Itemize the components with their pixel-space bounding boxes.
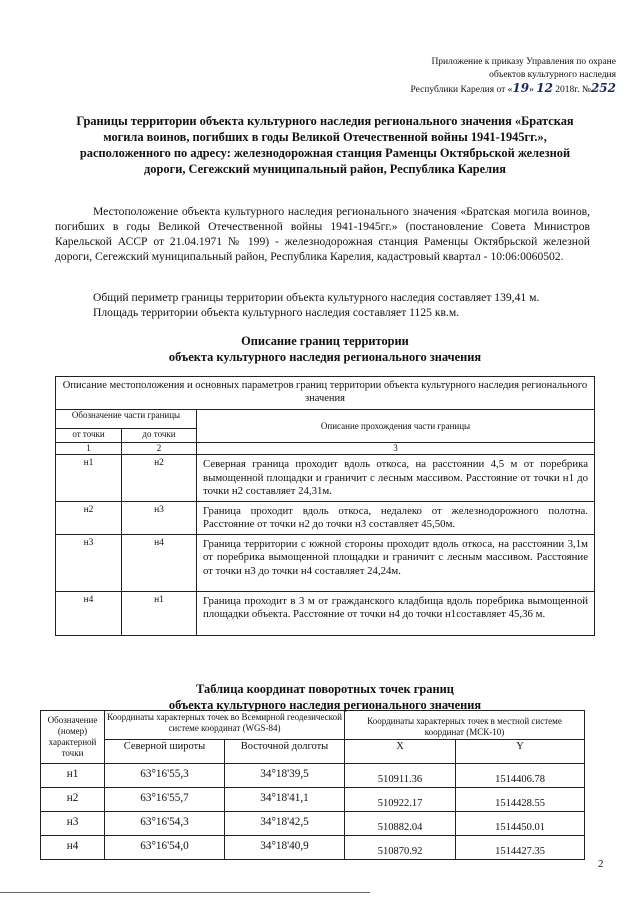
- y-coordinate: 1514450.01: [456, 812, 585, 836]
- point-id: н4: [41, 836, 105, 860]
- x-coordinate: 510882.04: [345, 812, 456, 836]
- x-coordinate: 510870.92: [345, 836, 456, 860]
- boundary-description: Северная граница проходит вдоль откоса, на расстоянии 4,5 м от поребрика вымощенной площадки и граничит с лесным массивом. Расстояние от точки н1 до точки н2 составляет 24,31м.: [197, 455, 595, 502]
- from-point: н2: [56, 501, 122, 534]
- to-point: н2: [122, 455, 197, 502]
- latitude: 63°16'55,3: [105, 764, 225, 788]
- coordinates-heading: [60, 681, 590, 713]
- point-id: н1: [41, 764, 105, 788]
- heading-line-2: объекта культурного наследия регионального значения: [168, 350, 482, 364]
- from-point-header: от точки: [56, 429, 122, 443]
- to-point: н4: [122, 534, 197, 591]
- location-paragraph: Местоположение объекта культурного наследия регионального значения «Братская могила воинов, погибших в годы Великой Отечественной войны 1941-1945гг.» (постановление Совета Министров Карельской АССР от 21.04.1971 № 199) - железнодорожная станция Раменцы Октябрьской железной дороги, Сегежский муниципальный район, Республика Карелия, кадастровый квартал - 10:06:0060502.: [55, 205, 590, 263]
- from-point: н3: [56, 534, 122, 591]
- boundary-part-header: Обозначение части границы: [56, 410, 197, 429]
- y-header: Y: [456, 740, 585, 764]
- x-header: X: [345, 740, 456, 764]
- column-number-1: 1: [56, 443, 122, 455]
- boundary-description: Граница проходит вдоль откоса, недалеко от железнодорожного полотна. Расстояние от точки н2 до точки н3 составляет 45,50м.: [197, 501, 595, 534]
- area-paragraph: Площадь территории объекта культурного наследия составляет 1125 кв.м.: [93, 306, 460, 319]
- appendix-note: [386, 56, 616, 97]
- table-row: [41, 788, 585, 812]
- latitude: 63°16'54,0: [105, 836, 225, 860]
- point-id: н3: [41, 812, 105, 836]
- document-title: Границы территории объекта культурного наследия регионального значения «Братская могила воинов, погибших в годы Великой Отечественной войны 1941-1945гг.», расположенного по адресу: железнодорожная станция Раменцы Октябрьской железной дороги, Сегежский муниципальный район, Республика Карелия: [76, 114, 574, 176]
- table-row: [41, 836, 585, 860]
- page-number: 2: [598, 858, 604, 870]
- table-row: [56, 501, 595, 534]
- from-point: н1: [56, 455, 122, 502]
- latitude-header: Северной широты: [105, 740, 225, 764]
- table-row: [41, 764, 585, 788]
- perimeter-paragraph: Общий периметр границы территории объекта культурного наследия составляет 139,41 м.: [93, 291, 540, 304]
- x-coordinate: 510922.17: [345, 788, 456, 812]
- to-point-header: до точки: [122, 429, 197, 443]
- heading-line-1: Таблица координат поворотных точек границ: [196, 682, 454, 696]
- appendix-line-3: Республики Карелия от «19» 12 2018г. №252: [410, 81, 616, 95]
- description-header: Описание прохождения части границы: [197, 410, 595, 443]
- appendix-line-2: объектов культурного наследия: [489, 70, 616, 80]
- coordinates-table: [40, 710, 585, 860]
- column-number-3: 3: [197, 443, 595, 455]
- handwritten-month: 12: [536, 81, 553, 95]
- boundary-description-heading: [60, 333, 590, 365]
- longitude: 34°18'39,5: [225, 764, 345, 788]
- wgs-header: Координаты характерных точек во Всемирной геодезической системе координат (WGS-84): [105, 711, 345, 740]
- latitude: 63°16'54,3: [105, 812, 225, 836]
- footer-rule: [0, 892, 370, 893]
- table-row: [56, 455, 595, 502]
- point-id: н2: [41, 788, 105, 812]
- longitude: 34°18'41,1: [225, 788, 345, 812]
- y-coordinate: 1514406.78: [456, 764, 585, 788]
- msk-header: Координаты характерных точек в местной системе координат (МСК-10): [345, 711, 585, 740]
- heading-line-2: объекта культурного наследия регионального значения: [168, 698, 482, 712]
- table-row: [41, 812, 585, 836]
- table-caption: Описание местоположения и основных параметров границ территории объекта культурного наследия регионального значения: [56, 377, 595, 410]
- handwritten-day: 19: [512, 81, 530, 95]
- table-row: [56, 591, 595, 635]
- x-coordinate: 510911.36: [345, 764, 456, 788]
- table-row: [56, 534, 595, 591]
- column-number-2: 2: [122, 443, 197, 455]
- longitude: 34°18'40,9: [225, 836, 345, 860]
- y-coordinate: 1514427.35: [456, 836, 585, 860]
- handwritten-number: 252: [590, 81, 616, 95]
- latitude: 63°16'55,7: [105, 788, 225, 812]
- to-point: н1: [122, 591, 197, 635]
- longitude: 34°18'42,5: [225, 812, 345, 836]
- longitude-header: Восточной долготы: [225, 740, 345, 764]
- boundary-description-table: [55, 376, 595, 636]
- boundary-description: Граница территории с южной стороны проходит вдоль откоса, на расстоянии 3,1м от поребрика вымощенной площадки и граничит с лесным массивом. Расстояние от точки н3 до точки н4 составляет 24,24м.: [197, 534, 595, 591]
- heading-line-1: Описание границ территории: [241, 334, 409, 348]
- point-header: Обозначение (номер) характерной точки: [41, 711, 105, 764]
- from-point: н4: [56, 591, 122, 635]
- boundary-description: Граница проходит в 3 м от гражданского кладбища вдоль поребрика вымощенной площадки объекта. Расстояние от точки н4 до точки н1составляет 45,36 м.: [197, 591, 595, 635]
- y-coordinate: 1514428.55: [456, 788, 585, 812]
- appendix-line-1: Приложение к приказу Управления по охране: [431, 57, 616, 67]
- to-point: н3: [122, 501, 197, 534]
